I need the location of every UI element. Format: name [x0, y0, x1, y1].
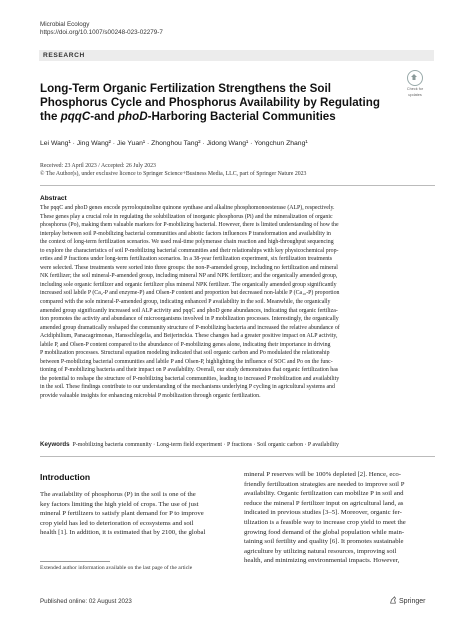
introduction-heading: Introduction	[40, 472, 91, 482]
section-bar	[39, 50, 434, 61]
text-line: key factors limiting the high yield of crops. The use of just	[40, 500, 199, 508]
text-line: agriculture by utilizing natural resources, improving soil	[244, 547, 397, 555]
text-line: tilization is a feasible way to increase crop yield to meet the	[244, 518, 406, 526]
text-line: between P-mobilizing bacterial communities and labile P and Olsen-P, highlighting the influence of SOC and Po on the func-	[40, 358, 333, 365]
title-gene: pqqC	[60, 110, 91, 124]
text-line: growing food demand of the global population while main-	[244, 528, 405, 536]
text-line: amended group significantly increased soil ALP activity and pqqC and phoD gene abundances, indicating that organic fertiliza-	[40, 307, 338, 314]
intro-column-right	[244, 470, 434, 566]
text-line: availability. Organic fertilization can mobilize P in soil and	[244, 490, 404, 498]
check-for-updates-badge[interactable]	[402, 70, 428, 97]
title-text: -and	[90, 110, 118, 124]
text-line: were selected. These treatments were sorted into three groups: the non-P-amended group, including no fertilization and mineral	[40, 264, 338, 271]
text-line: The availability of phosphorus (P) in the soil is one of the	[40, 491, 196, 498]
title-line-1: Long-Term Organic Fertilization Strengthens the Soil	[40, 82, 331, 95]
title-text: -Harboring Bacterial Communities	[147, 110, 336, 124]
author-info-note: Extended author information available on the last page of the article	[40, 565, 193, 571]
text-line: NK fertilizer; the soil mineral-P-amended group, including mineral NP and NPK fertilizer; and the organically amended group,	[40, 273, 338, 280]
springer-horse-icon	[389, 596, 397, 604]
text-line: Acidiphilium, Panacagrimonas, Hansschlegelia, and Beijerinckia. These changes had a greater positive impact on ALP activity,	[40, 333, 338, 340]
abstract-body	[40, 204, 435, 401]
text-line: mineral P reserves will be 100% depleted [2]. Hence, eco-	[244, 471, 402, 478]
title-gene: phoD	[117, 110, 148, 124]
publisher-logo	[389, 596, 425, 605]
keywords	[40, 441, 440, 448]
title-line-2: Phosphorus Cycle and Phosphorus Availability by Regulating	[40, 96, 380, 110]
article-title	[40, 82, 380, 125]
check-for-updates-icon	[407, 70, 423, 86]
check-for-updates-line2: updates	[408, 92, 422, 97]
text-line: the potential to reshape the structure of P-mobilizing bacterial communities, leading to increased P mobilization and availability	[40, 375, 340, 382]
text-line: phosphorus (Po), making them valuable markers for P-mobilizing bacterial. However, there is limited understanding of how the	[40, 222, 339, 229]
text-line: to explore the characteristics of soil P-mobilizing bacterial communities and their relationships with key physicochemical prop-	[40, 247, 339, 254]
text-line: interplay between soil P-mobilizing bacterial communities and abiotic factors influences P transformation and availability in	[40, 230, 331, 237]
text-line: the context of long-term fertilization scenarios. We used real-time polymerase chain reaction and high-throughput sequencing	[40, 239, 334, 246]
author-list[interactable]: Lei Wang¹ · Jing Wang² · Jie Yuan¹ · Zhonghou Tang² · Jidong Wang¹ · Yongchun Zhang¹	[40, 140, 308, 147]
abstract-heading: Abstract	[40, 195, 67, 202]
text-line: including sole organic fertilizer and organic fertilizer plus mineral NPK fertilizer. The organically amended group significantly	[40, 281, 337, 288]
text-line: P mobilization processes. Structural equation modeling indicated that soil organic carbon and Po modulated the relationship	[40, 350, 330, 357]
copyright-notice: © The Author(s), under exclusive licence to Springer Science+Business Media, LLC, part of Springer Nature 2023	[40, 171, 307, 177]
text-line: tion promotes the activity and abundance of microorganisms involved in P mobilization processes. Interestingly, the organically	[40, 316, 339, 323]
journal-header	[40, 21, 163, 37]
text-line: These genes play a crucial role in regulating the solubilization of inorganic phosphorus (Pi) and the mineralization of organic	[40, 213, 333, 220]
text-line: taining soil fertility and quality [6]. It promotes sustainable	[244, 538, 404, 546]
text-line: amended group dramatically reshaped the community structure of P-mobilizing bacteria and increased the relative abundance of	[40, 324, 340, 331]
text-line: provide valuable insights for enhancing microbial P mobilization through organic fertilization.	[40, 393, 261, 400]
text-line: friendly fertilization strategies are needed to improve soil P	[244, 480, 405, 488]
check-for-updates-line1: Check for	[406, 87, 424, 91]
intro-column-left	[40, 490, 226, 538]
text-line: increased soil labile P (Ca₂-P and enzyme-P) and Olsen-P content and proportion but decreased non-labile P (Ca₁₀-P) proportion	[40, 290, 340, 297]
text-line: labile P, and Olsen-P content compared to the abundance of P-mobilizing genes alone, indicating their importance in driving	[40, 341, 331, 348]
doi-link[interactable]: https://doi.org/10.1007/s00248-023-02279-7	[40, 29, 163, 36]
text-line: tioning of P-mobilizing bacteria and their impact on P availability. Overall, our study demonstrates that organic fertilization has	[40, 367, 339, 374]
text-line: health, and minimizing environmental impacts. However,	[244, 557, 400, 565]
publisher-name: Springer	[399, 598, 426, 605]
text-line: compared with the sole mineral-P-amended group, indicating enhanced P availability in the soil. Meanwhile, the organically	[40, 299, 331, 306]
section-label: RESEARCH	[43, 52, 85, 59]
article-dates	[40, 162, 440, 178]
keywords-text: P-mobilizing bacteria community · Long-term field experiment · P fractions · Soil organic carbon · P availability	[72, 442, 339, 448]
text-line: erties and P fractions under long-term fertilization scenarios. In a 38-year fertilization experiment, six fertilization treatments	[40, 256, 333, 263]
published-date: Published online: 02 August 2023	[40, 598, 132, 605]
text-line: The pqqC and phoD genes encode pyrroloquinoline quinone synthase and alkaline phosphomonoesterase (ALP), respectively.	[40, 205, 335, 211]
text-line: crop yield has led to deterioration of ecosystems and soil	[40, 519, 194, 527]
keywords-label: Keywords	[40, 441, 70, 448]
journal-name: Microbial Ecology	[40, 21, 90, 28]
divider	[40, 185, 435, 186]
text-line: in the soil. These findings contribute to our understanding of the mechanisms underlying P cycling in agricultural systems and	[40, 384, 335, 391]
footnote-divider	[40, 561, 110, 562]
title-line-3	[40, 110, 380, 124]
text-line: mineral P fertilizers to satisfy plant demand for P to improve	[40, 510, 204, 518]
text-line: reduce the mineral P fertilizer input on agricultural land, as	[244, 499, 404, 507]
received-accepted: Received: 23 April 2023 / Accepted: 26 July 2023	[40, 163, 156, 169]
title-text: the	[40, 110, 61, 124]
text-line: indicated in previous studies [3–5]. Moreover, organic fer-	[244, 509, 402, 517]
text-line: health [1]. In addition, it is estimated that by 2100, the global	[40, 529, 206, 537]
divider	[40, 456, 435, 457]
